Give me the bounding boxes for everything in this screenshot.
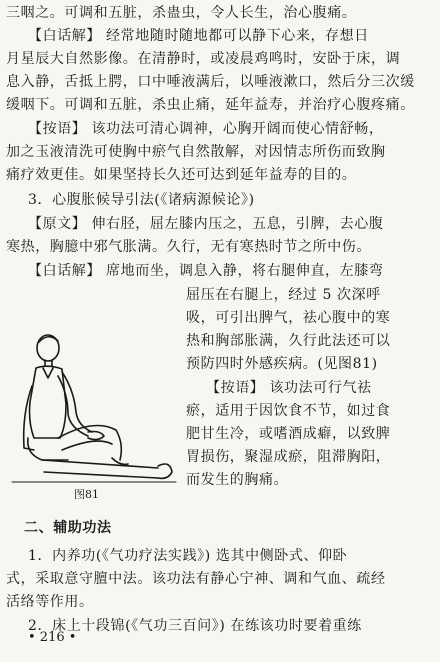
- text-line: 【原文】 伸右胫，屈左膝内压之，五息，引脾，去心腹: [28, 216, 384, 232]
- text-line: 式，采取意守膻中法。该功法有静心宁神、调和气血、疏经: [6, 571, 386, 587]
- text-line: 【白话解】 席地而坐，调息入静，将右腿伸直，左膝弯: [28, 263, 384, 279]
- text-line: 加之玉液清洗可使胸中瘀气自然散解，对因情志所伤而致胸: [6, 144, 386, 160]
- text-line: 吸，可引出脾气，祛心腹中的寒: [186, 310, 391, 326]
- text-line: 胃损伤，聚湿成瘀，阻滞胸阳，: [186, 449, 391, 465]
- page-number: • 216 •: [28, 630, 77, 645]
- text-line: 痛疗效更佳。如果坚持长久还可达到延年益寿的目的。: [6, 167, 357, 183]
- text-line: 预防四时外感疾病。(见图81): [186, 356, 378, 372]
- section-heading: 3．心腹胀候导引法(《诸病源候论》): [28, 192, 255, 208]
- seated-figure-illustration: [8, 326, 178, 506]
- text-line: 肥甘生冷，或嗜酒成癖，以致脾: [186, 426, 391, 442]
- text-line: 寒热，胸臆中邪气胀满。久行，无有寒热时节之所中伤。: [6, 239, 371, 255]
- text-line: 【按语】 该功法可清心调神，心胸开阔而使心情舒畅，: [28, 121, 384, 137]
- text-line: 屈压在右腿上，经过 5 次深呼: [186, 287, 381, 303]
- text-line: 三咽之。可调和五脏，杀蛊虫，令人长生，治心腹痛。: [6, 5, 357, 21]
- text-line: 热和胸部胀满，久行此法还可以: [186, 333, 391, 349]
- text-line: 2．床上十段锦(《气功三百问》) 在练该功时要着重练: [28, 618, 362, 634]
- text-line: 活络等作用。: [6, 594, 94, 610]
- text-line: 息入静，舌抵上腭，口中唾液满后，以唾液漱口，然后分三次缓: [6, 74, 415, 90]
- text-line: 1．内养功(《气功疗法实践》) 选其中侧卧式、仰卧: [28, 548, 348, 564]
- figure-caption: 图81: [74, 488, 99, 501]
- text-line: 月星辰大自然影像。在清静时，或凌晨鸡鸣时，安卧于床，调: [6, 51, 401, 67]
- text-line: 而发生的胸痛。: [186, 472, 289, 488]
- text-line: 【按语】 该功法可行气祛: [206, 380, 372, 396]
- text-line: 瘀，适用于因饮食不节，如过食: [186, 403, 391, 419]
- text-line: 缓咽下。可调和五脏，杀虫止痛，延年益寿，并治疗心腹疼痛。: [6, 97, 415, 113]
- section-heading: 二、辅助功法: [24, 520, 112, 536]
- text-line: 【白话解】 经常地随时随地都可以静下心来，存想日: [28, 28, 369, 44]
